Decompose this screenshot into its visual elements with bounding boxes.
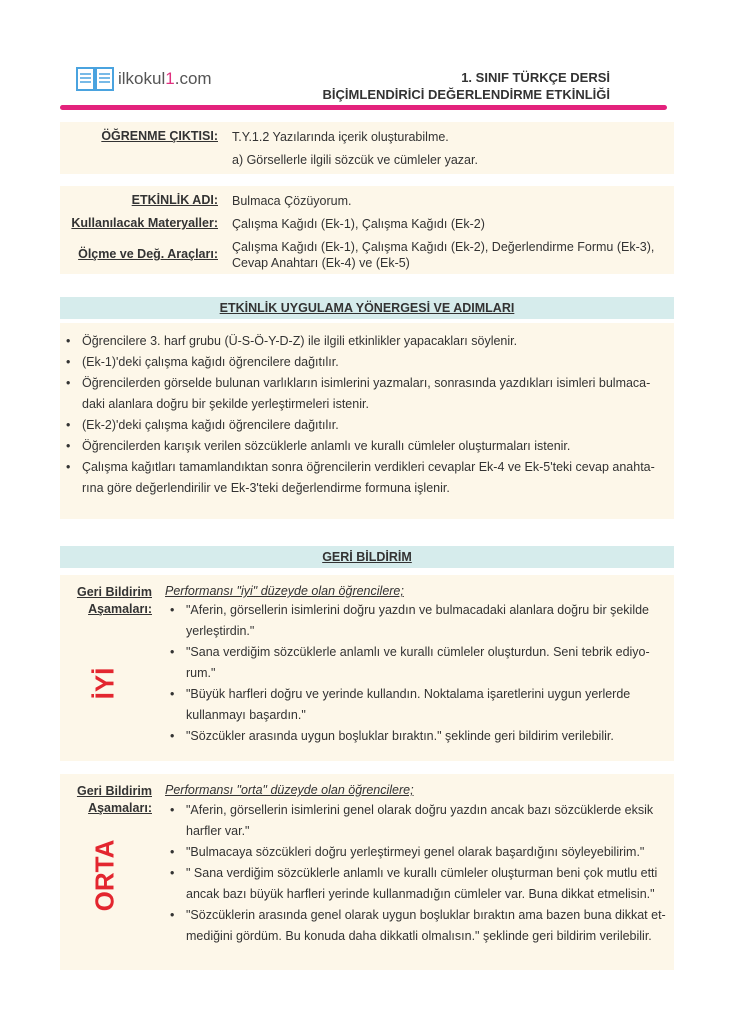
feedback-heading: GERİ BİLDİRİM: [60, 546, 674, 568]
assessment-tools-line1: Çalışma Kağıdı (Ek-1), Çalışma Kağıdı (Ek-2), Değerlendirme Formu (Ek-3),: [232, 240, 655, 254]
list-item: rum.": [186, 666, 216, 680]
learning-outcome-label: ÖĞRENME ÇIKTISI:: [101, 129, 218, 143]
list-item: yerleştirdin.": [186, 624, 255, 638]
learning-outcome-line2: a) Görsellerle ilgili sözcük ve cümleler yazar.: [232, 153, 478, 167]
feedback-good-list: [166, 600, 671, 747]
list-item: • Öğrencilerden görselde bulunan varlıkların isimlerini yazmaları, sonrasında yazdıkları isimleri bulmaca-: [62, 373, 672, 394]
list-item: harfler var.": [186, 824, 250, 838]
activity-name-label: ETKİNLİK ADI:: [131, 193, 218, 207]
list-item: • Çalışma kağıtları tamamlandıktan sonra öğrencilerin verdikleri cevaplar Ek-4 ve Ek-5'teki cevap anahta-: [62, 457, 672, 478]
activity-name-value: Bulmaca Çözüyorum.: [232, 194, 352, 208]
feedback-stage-label: Geri Bildirim Aşamaları:: [76, 585, 152, 616]
list-item: • "Aferin, görsellerin isimlerini doğru yazdın ve bulmacadaki alanlara doğru bir şekilde: [166, 600, 671, 621]
feedback-medium-title: Performansı "orta" düzeyde olan öğrencilere;: [165, 783, 414, 797]
list-item: mediğini gördüm. Bu konuda daha dikkatli olmalısın." şeklinde geri bildirim verilebilir.: [186, 929, 652, 943]
list-item: • "Bulmacaya sözcükleri doğru yerleştirmeyi genel olarak başardığını söyleyebilirim.": [166, 842, 671, 863]
list-item: • "Sözcüklerin arasında genel olarak uygun boşluklar bıraktın ama bazen buna dikkat et-: [166, 905, 671, 926]
site-logo[interactable]: [76, 64, 212, 94]
page-title-line1: 1. SINIF TÜRKÇE DERSİ: [461, 70, 610, 85]
list-item: daki alanlara doğru bir şekilde yerleştirmeleri istenir.: [82, 397, 369, 411]
learning-outcome-line1: T.Y.1.2 Yazılarında içerik oluşturabilme.: [232, 130, 449, 144]
assessment-tools-label: Ölçme ve Değ. Araçları:: [78, 247, 218, 261]
feedback-medium-list: [166, 800, 671, 947]
page-title-line2: BİÇİMLENDİRİCİ DEĞERLENDİRME ETKİNLİĞİ: [322, 87, 610, 102]
list-item: • (Ek-2)'deki çalışma kağıdı öğrencilere dağıtılır.: [62, 415, 672, 436]
level-good: İYİ: [89, 667, 120, 700]
materials-label: Kullanılacak Materyaller:: [71, 216, 218, 230]
list-item: • Öğrencilere 3. harf grubu (Ü-S-Ö-Y-D-Z) ile ilgili etkinlikler yapacakları söylenir.: [62, 331, 672, 352]
list-item: • " Sana verdiğim sözcüklerle anlamlı ve kurallı cümleler oluşturman beni çok mutlu etti: [166, 863, 671, 884]
list-item: kullanmayı başardın.": [186, 708, 306, 722]
feedback-good-title: Performansı "iyi" düzeyde olan öğrencilere;: [165, 584, 404, 598]
materials-value: Çalışma Kağıdı (Ek-1), Çalışma Kağıdı (Ek-2): [232, 217, 485, 231]
list-item: • "Büyük harfleri doğru ve yerinde kullandın. Noktalama işaretlerini uygun yerlerde: [166, 684, 671, 705]
list-item: • "Aferin, görsellerin isimlerini genel olarak doğru yazdın ancak bazı sözcüklerde eksik: [166, 800, 671, 821]
list-item: ancak bazı büyük harfleri yerinde kullanmadığın cümleler var. Buna dikkat etmelisin.": [186, 887, 655, 901]
assessment-tools-line2: Cevap Anahtarı (Ek-4) ve (Ek-5): [232, 256, 410, 270]
level-medium: ORTA: [89, 839, 120, 912]
book-icon: [76, 66, 114, 92]
feedback-stage-label: Geri Bildirim Aşamaları:: [76, 784, 152, 815]
steps-list: [62, 331, 672, 499]
list-item: • (Ek-1)'deki çalışma kağıdı öğrencilere dağıtılır.: [62, 352, 672, 373]
logo-text: ilkokul1.com: [118, 69, 212, 88]
list-item: • "Sözcükler arasında uygun boşluklar bıraktın." şeklinde geri bildirim verilebilir.: [166, 726, 671, 747]
header-divider: [60, 105, 667, 110]
list-item: • "Sana verdiğim sözcüklerle anlamlı ve kurallı cümleler oluşturdun. Seni tebrik ediyo-: [166, 642, 671, 663]
list-item: rına göre değerlendirilir ve Ek-3'teki değerlendirme formuna işlenir.: [82, 481, 450, 495]
list-item: • Öğrencilerden karışık verilen sözcüklerle anlamlı ve kurallı cümleler oluşturmaları istenir.: [62, 436, 672, 457]
steps-heading: ETKİNLİK UYGULAMA YÖNERGESİ VE ADIMLARI: [60, 297, 674, 319]
